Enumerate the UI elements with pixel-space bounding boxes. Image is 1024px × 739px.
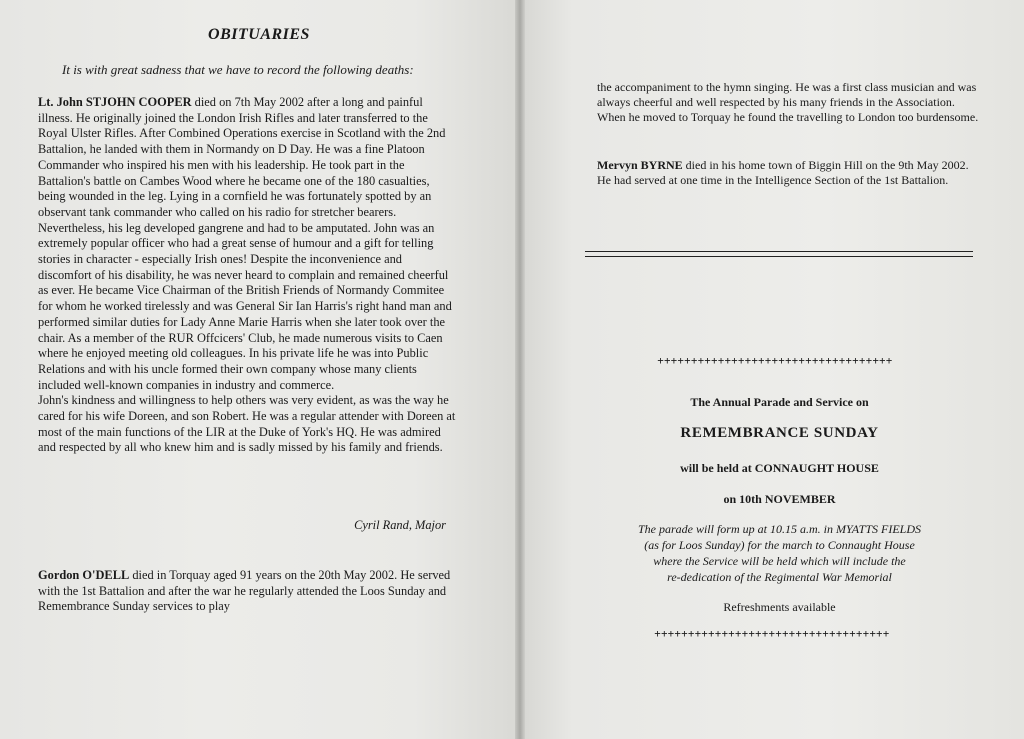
obituary-text: died in Torquay aged 91 years on the 20th May 2002. He served with the 1st Battalion and after the war he regularly attended the Loos Sunday and Remembrance Sunday services to play (38, 568, 451, 614)
notice-details (597, 521, 962, 585)
plus-divider-bottom: +++++++++++++++++++++++++++++++++++ (654, 628, 890, 640)
notice-details-line: where the Service will be held which will include the (653, 554, 906, 568)
notice-title: REMEMBRANCE SUNDAY (680, 425, 879, 441)
intro-text: It is with great sadness that we have to record the following deaths: (62, 62, 414, 77)
notice-date: on 10th NOVEMBER (723, 492, 836, 506)
obituary-odell-continued: the accompaniment to the hymn singing. He was a first class musician and was always cheerful and well respected by his many friends in the Association. When he moved to Torquay he found the travelling to London too burdensome. (597, 80, 979, 124)
page-heading: OBITUARIES (208, 26, 310, 43)
obituary-byrne (597, 158, 982, 188)
obituary-text-continued: John's kindness and willingness to help others was very evident, as was the way he cared for his wife Doreen, and son Robert. He was a regular attender with Doreen at most of the main functions of the LIR at the Duke of York's HQ. He was admired and respected by all who knew him and is sadly missed by his family and friends. (38, 393, 456, 455)
notice-parade-line: The Annual Parade and Service on (690, 395, 869, 409)
obituary-cooper (38, 95, 458, 456)
notice-refreshments: Refreshments available (723, 600, 836, 614)
notice-details-line: The parade will form up at 10.15 a.m. in MYATTS FIELDS (637, 522, 922, 536)
notice-venue: will be held at CONNAUGHT HOUSE (680, 461, 879, 475)
obituary-name: Gordon O'DELL (38, 568, 130, 582)
notice-details-line: (as for Loos Sunday) for the march to Connaught House (644, 538, 915, 552)
book-spine (515, 0, 525, 739)
double-rule-divider (585, 251, 973, 257)
plus-divider-top: +++++++++++++++++++++++++++++++++++ (657, 355, 893, 367)
obituary-name: Mervyn BYRNE (597, 158, 683, 172)
obituary-name: Lt. John STJOHN COOPER (38, 95, 192, 109)
notice-details-line: re-dedication of the Regimental War Memorial (667, 570, 892, 584)
obituary-text: died on 7th May 2002 after a long and painful illness. He originally joined the London Irish Rifles and later transferred to the Royal Ulster Rifles. After Combined Operations exercise in Scotland with the 2nd Battalion, he landed with them in Normandy on D Day. He was a fine Platoon Commander who inspired his men with his leadership. He took part in the Battalion's battle on Cambes Wood where he became one of the 180 casualties, being wounded in the leg. Lying in a cornfield he was fortunately spotted by an observant tank commander who called on his radio for stretcher bearers. Nevertheless, his leg developed gangrene and had to be amputated. John was an extremely popular officer who had a great sense of humour and a gift for telling stories in character - especially Irish ones! Despite the inconvenience and discomfort of his disability, he was never heard to complain and remained cheerful as ever. He became Vice Chairman of the British Friends of Normandy Commitee for whom he worked tirelessly and was General Sir Ian Harris's right hand man and performed similar duties for Lady Anne Marie Harris when she later took over the chair. As a member of the RUR Offcicers' Club, he made numerous visits to Caen where he enjoyed meeting old colleagues. In his private life he was into Public Relations and with his uncle formed their own company whose many clients included well-known companies in industry and commerce. (38, 95, 452, 392)
signature: Cyril Rand, Major (354, 518, 446, 532)
obituary-text: died in his home town of Biggin Hill on the 9th May 2002. He had served at one time in the Intelligence Section of the 1st Battalion. (597, 158, 969, 187)
obituary-odell (38, 568, 458, 615)
